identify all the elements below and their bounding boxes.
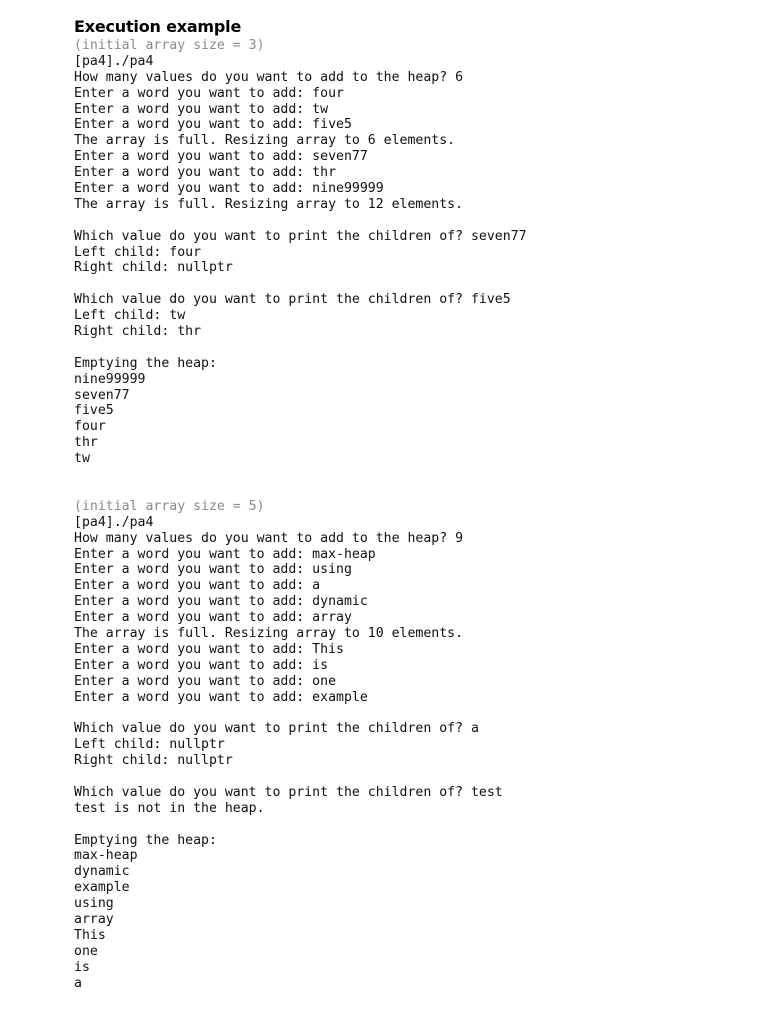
output-line: Enter a word you want to add: thr bbox=[74, 165, 337, 181]
output-line: Right child: nullptr bbox=[74, 753, 233, 769]
section-spacer bbox=[74, 467, 754, 499]
output-line: Enter a word you want to add: a bbox=[74, 578, 321, 594]
output-line: four bbox=[74, 419, 106, 435]
blank-line bbox=[74, 276, 754, 292]
output-line: Enter a word you want to add: is bbox=[74, 657, 329, 673]
output-line: Left child: tw bbox=[74, 308, 186, 324]
output-line: This bbox=[74, 927, 106, 943]
output-line: [pa4]./pa4 bbox=[74, 514, 154, 530]
output-line: The array is full. Resizing array to 6 elements. bbox=[74, 133, 456, 149]
output-line: using bbox=[74, 896, 114, 912]
blank-line bbox=[74, 340, 754, 356]
output-line: Which value do you want to print the children of? seven77 bbox=[74, 228, 527, 244]
initial-size-note: (initial array size = 3) bbox=[74, 38, 265, 53]
output-line: Left child: nullptr bbox=[74, 737, 225, 753]
output-line: five5 bbox=[74, 403, 114, 419]
output-line: Left child: four bbox=[74, 244, 202, 260]
output-line: Enter a word you want to add: one bbox=[74, 673, 337, 689]
output-line: tw bbox=[74, 451, 90, 467]
output-line: Enter a word you want to add: nine99999 bbox=[74, 181, 384, 197]
output-line: How many values do you want to add to the heap? 6 bbox=[74, 69, 464, 85]
output-line: example bbox=[74, 880, 130, 896]
output-line: is bbox=[74, 959, 90, 975]
output-line: Enter a word you want to add: max-heap bbox=[74, 546, 376, 562]
output-line: a bbox=[74, 975, 82, 991]
output-line: How many values do you want to add to the heap? 9 bbox=[74, 530, 464, 546]
output-line: Emptying the heap: bbox=[74, 832, 217, 848]
output-line: [pa4]./pa4 bbox=[74, 53, 154, 69]
blank-line bbox=[74, 705, 754, 721]
output-line: Enter a word you want to add: array bbox=[74, 610, 352, 626]
output-line: The array is full. Resizing array to 12 elements. bbox=[74, 196, 464, 212]
output-line: Enter a word you want to add: dynamic bbox=[74, 594, 368, 610]
output-line: Right child: thr bbox=[74, 324, 202, 340]
document-page bbox=[74, 16, 754, 991]
output-line: Which value do you want to print the children of? a bbox=[74, 721, 479, 737]
output-line: thr bbox=[74, 435, 98, 451]
output-line: Enter a word you want to add: This bbox=[74, 641, 344, 657]
output-line: dynamic bbox=[74, 864, 130, 880]
terminal-output-example-1 bbox=[74, 38, 754, 467]
output-line: seven77 bbox=[74, 387, 130, 403]
output-line: Which value do you want to print the children of? test bbox=[74, 784, 503, 800]
output-line: Emptying the heap: bbox=[74, 355, 217, 371]
output-line: Enter a word you want to add: seven77 bbox=[74, 149, 368, 165]
output-line: one bbox=[74, 943, 98, 959]
blank-line bbox=[74, 213, 754, 229]
output-line: nine99999 bbox=[74, 371, 146, 387]
output-line: Enter a word you want to add: example bbox=[74, 689, 368, 705]
output-line: Right child: nullptr bbox=[74, 260, 233, 276]
initial-size-note: (initial array size = 5) bbox=[74, 498, 265, 514]
output-line: Enter a word you want to add: tw bbox=[74, 101, 329, 117]
output-line: Enter a word you want to add: using bbox=[74, 562, 352, 578]
blank-line bbox=[74, 769, 754, 785]
output-line: array bbox=[74, 912, 114, 927]
output-line: Which value do you want to print the children of? five5 bbox=[74, 292, 511, 308]
output-line: max-heap bbox=[74, 848, 138, 864]
output-line: Enter a word you want to add: five5 bbox=[74, 117, 352, 133]
output-line: The array is full. Resizing array to 10 elements. bbox=[74, 625, 464, 641]
terminal-output-example-2 bbox=[74, 499, 754, 992]
blank-line bbox=[74, 817, 754, 833]
page-title: Execution example bbox=[74, 17, 242, 36]
output-line: test is not in the heap. bbox=[74, 800, 265, 816]
output-line: Enter a word you want to add: four bbox=[74, 85, 344, 101]
